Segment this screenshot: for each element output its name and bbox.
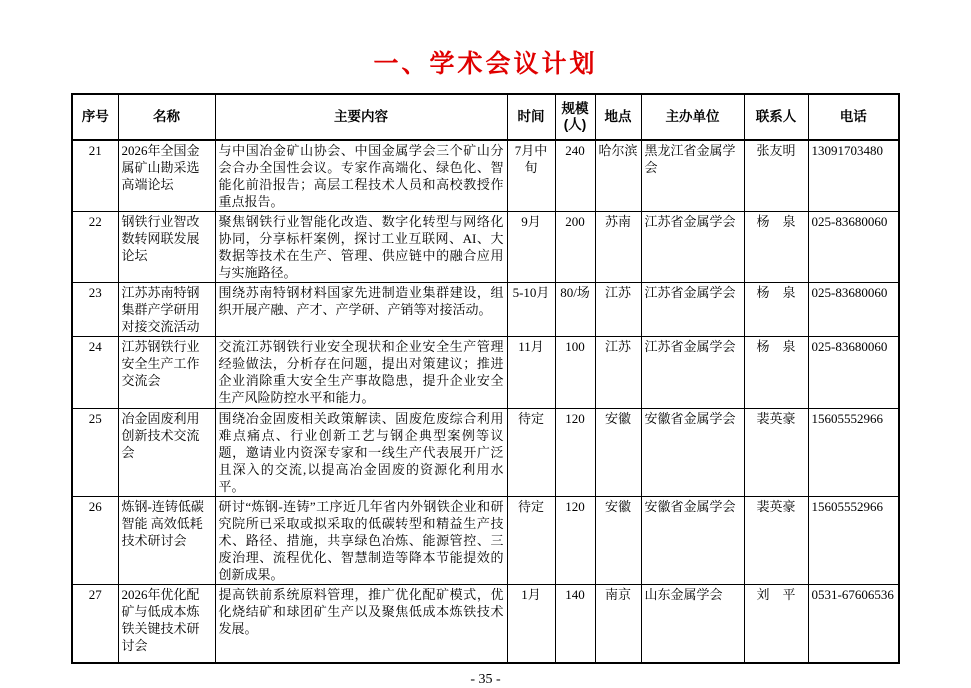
cell-scale: 100 <box>555 337 595 409</box>
cell-name: 2026年全国金属矿山勘采选高端论坛 <box>118 140 215 212</box>
table-row <box>72 497 899 585</box>
cell-time: 5-10月 <box>507 283 555 337</box>
cell-content: 与中国冶金矿山协会、中国金属学会三个矿山分会合办全国性会议。专家作高端化、绿色化、智能化前沿报告；高层工程技术人员和高校教授作重点报告。 <box>215 140 507 212</box>
cell-time: 待定 <box>507 497 555 585</box>
cell-location: 南京 <box>595 585 641 663</box>
table-row <box>72 337 899 409</box>
cell-scale: 200 <box>555 212 595 283</box>
cell-no: 25 <box>72 409 118 497</box>
cell-time: 1月 <box>507 585 555 663</box>
col-header-location: 地点 <box>595 94 641 140</box>
cell-contact: 刘 平 <box>744 585 808 663</box>
cell-phone: 025-83680060 <box>808 283 899 337</box>
conference-plan-table <box>71 93 900 664</box>
cell-name: 江苏苏南特钢集群产学研用对接交流活动 <box>118 283 215 337</box>
page-title: 一、学术会议计划 <box>373 50 598 78</box>
cell-phone: 025-83680060 <box>808 337 899 409</box>
cell-contact: 张友明 <box>744 140 808 212</box>
table-header-row <box>72 94 899 140</box>
table-row <box>72 212 899 283</box>
cell-content: 提高铁前系统原料管理，推广优化配矿模式，优化烧结矿和球团矿生产以及聚焦低成本炼铁技术发展。 <box>215 585 507 663</box>
col-header-content: 主要内容 <box>215 94 507 140</box>
cell-phone: 0531-67606536 <box>808 585 899 663</box>
cell-no: 23 <box>72 283 118 337</box>
cell-location: 安徽 <box>595 409 641 497</box>
cell-organizer: 山东金属学会 <box>641 585 744 663</box>
cell-phone: 15605552966 <box>808 497 899 585</box>
cell-organizer: 安徽省金属学会 <box>641 409 744 497</box>
cell-contact: 裴英豪 <box>744 409 808 497</box>
cell-contact: 杨 泉 <box>744 212 808 283</box>
cell-content: 聚焦钢铁行业智能化改造、数字化转型与网络化协同，分享标杆案例，探讨工业互联网、AI、大数据等技术在生产、管理、供应链中的融合应用与实施路径。 <box>215 212 507 283</box>
cell-time: 11月 <box>507 337 555 409</box>
cell-location: 苏南 <box>595 212 641 283</box>
table-row <box>72 140 899 212</box>
cell-content: 研讨“炼钢-连铸”工序近几年省内外钢铁企业和研究院所已采取或拟采取的低碳转型和精益生产技术、路径、措施，共享绿色冶炼、能源管控、三废治理、流程优化、智慧制造等降本节能提效的创新成果。 <box>215 497 507 585</box>
cell-organizer: 黑龙江省金属学会 <box>641 140 744 212</box>
cell-no: 27 <box>72 585 118 663</box>
cell-location: 哈尔滨 <box>595 140 641 212</box>
cell-scale: 120 <box>555 409 595 497</box>
cell-organizer: 安徽省金属学会 <box>641 497 744 585</box>
cell-location: 江苏 <box>595 337 641 409</box>
cell-location: 江苏 <box>595 283 641 337</box>
col-header-phone: 电话 <box>808 94 899 140</box>
cell-content: 围绕苏南特钢材料国家先进制造业集群建设，组织开展产融、产才、产学研、产销等对接活动。 <box>215 283 507 337</box>
cell-contact: 裴英豪 <box>744 497 808 585</box>
cell-content: 交流江苏钢铁行业安全现状和企业安全生产管理经验做法，分析存在问题，提出对策建议；推进企业消除重大安全生产事故隐患，提升企业安全生产风险防控水平和能力。 <box>215 337 507 409</box>
col-header-organizer: 主办单位 <box>641 94 744 140</box>
cell-name: 2026年优化配矿与低成本炼铁关键技术研讨会 <box>118 585 215 663</box>
cell-name: 钢铁行业智改数转网联发展论坛 <box>118 212 215 283</box>
cell-scale: 140 <box>555 585 595 663</box>
cell-no: 24 <box>72 337 118 409</box>
col-header-scale: 规模(人) <box>555 94 595 140</box>
col-header-no: 序号 <box>72 94 118 140</box>
cell-name: 炼钢-连铸低碳智能 高效低耗技术研讨会 <box>118 497 215 585</box>
cell-no: 22 <box>72 212 118 283</box>
cell-organizer: 江苏省金属学会 <box>641 283 744 337</box>
table-row <box>72 409 899 497</box>
cell-time: 9月 <box>507 212 555 283</box>
cell-time: 待定 <box>507 409 555 497</box>
cell-time: 7月中旬 <box>507 140 555 212</box>
col-header-time: 时间 <box>507 94 555 140</box>
cell-contact: 杨 泉 <box>744 283 808 337</box>
cell-scale: 80/场 <box>555 283 595 337</box>
cell-location: 安徽 <box>595 497 641 585</box>
col-header-contact: 联系人 <box>744 94 808 140</box>
cell-organizer: 江苏省金属学会 <box>641 212 744 283</box>
table-row <box>72 585 899 663</box>
cell-scale: 120 <box>555 497 595 585</box>
cell-name: 江苏钢铁行业安全生产工作交流会 <box>118 337 215 409</box>
cell-name: 冶金固废利用创新技术交流会 <box>118 409 215 497</box>
cell-scale: 240 <box>555 140 595 212</box>
cell-no: 26 <box>72 497 118 585</box>
cell-organizer: 江苏省金属学会 <box>641 337 744 409</box>
table-row <box>72 283 899 337</box>
cell-no: 21 <box>72 140 118 212</box>
cell-phone: 025-83680060 <box>808 212 899 283</box>
col-header-name: 名称 <box>118 94 215 140</box>
cell-contact: 杨 泉 <box>744 337 808 409</box>
cell-phone: 13091703480 <box>808 140 899 212</box>
cell-phone: 15605552966 <box>808 409 899 497</box>
cell-content: 围绕冶金固废相关政策解读、固废危废综合利用难点痛点、行业创新工艺与钢企典型案例等议题，邀请业内资深专家和一线生产代表展开广泛且深入的交流,以提高冶金固废的资源化利用水平。 <box>215 409 507 497</box>
page-number: - 35 - <box>470 671 501 687</box>
